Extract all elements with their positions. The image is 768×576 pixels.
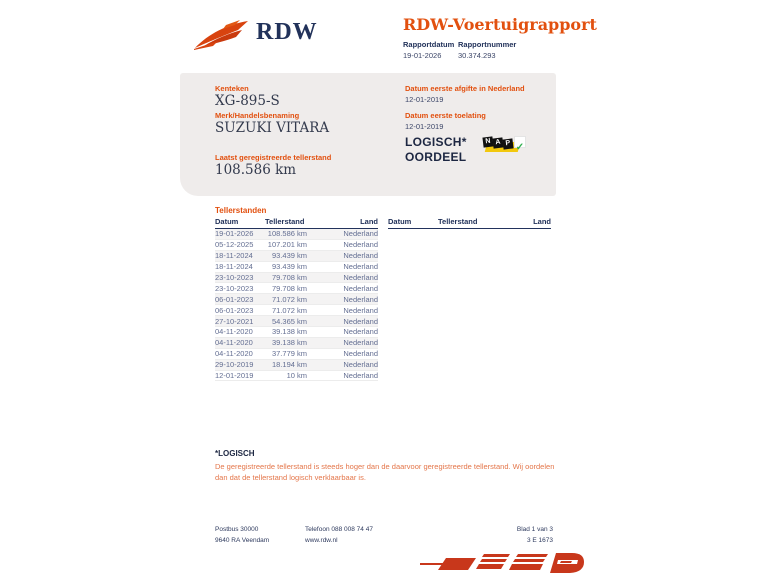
table-cell: Nederland: [343, 229, 378, 239]
footer-phone: Telefoon 088 008 74 47: [305, 526, 373, 533]
table-cell: 06-01-2023: [215, 305, 254, 315]
table-cell: 71.072 km: [271, 294, 307, 304]
table-row: [215, 360, 378, 371]
odometer-table-header-right: [388, 217, 551, 229]
first-admission-label: Datum eerste toelating: [405, 111, 486, 120]
table-row: [215, 294, 378, 305]
table-cell: 04-11-2020: [215, 327, 253, 337]
table-cell: 27-10-2021: [215, 316, 254, 326]
nap-check-icon: ✓: [514, 136, 526, 148]
header-tellerstand-right: Tellerstand: [438, 217, 478, 226]
table-row: [215, 327, 378, 338]
report-title: RDW-Voertuigrapport: [403, 15, 597, 34]
table-cell: 18-11-2024: [215, 262, 253, 272]
nap-letter-a: A: [492, 137, 503, 148]
table-cell: 12-01-2019: [215, 371, 254, 381]
table-cell: Nederland: [343, 349, 378, 359]
footer-meta: [458, 524, 553, 546]
license-plate-label: Kenteken: [215, 84, 249, 93]
footer-address: [215, 524, 269, 546]
note-title: *LOGISCH: [215, 449, 255, 458]
table-cell: 05-12-2025: [215, 240, 254, 250]
table-row: [215, 338, 378, 349]
first-issue-nl-label: Datum eerste afgifte in Nederland: [405, 84, 525, 93]
table-cell: 29-10-2019: [215, 360, 254, 370]
table-cell: 19-01-2026: [215, 229, 254, 239]
table-cell: 107.201 km: [267, 240, 307, 250]
table-cell: Nederland: [343, 294, 378, 304]
table-cell: Nederland: [343, 283, 378, 293]
odometer-table-body: [215, 229, 378, 381]
table-cell: Nederland: [343, 360, 378, 370]
table-row: [215, 305, 378, 316]
table-cell: Nederland: [343, 316, 378, 326]
report-date-label: Rapportdatum: [403, 40, 455, 49]
table-cell: Nederland: [343, 338, 378, 348]
table-row: [215, 316, 378, 327]
nap-logo: [483, 136, 527, 153]
brand-wordmark: RDW: [256, 19, 318, 45]
note-asterisk: *: [215, 449, 219, 458]
table-cell: Nederland: [343, 262, 378, 272]
table-cell: 93.439 km: [271, 262, 307, 272]
table-row: [215, 240, 378, 251]
footer-address-line2: 9640 RA Veendam: [215, 537, 270, 544]
nap-letter-n: N: [482, 136, 493, 147]
header-datum: Datum: [215, 217, 239, 226]
table-cell: Nederland: [343, 305, 378, 315]
table-cell: 39.138 km: [271, 327, 307, 337]
table-cell: 04-11-2020: [215, 338, 253, 348]
last-odometer-label: Laatst geregistreerde tellerstand: [215, 153, 332, 162]
verdict-line2: OORDEEL: [405, 150, 467, 164]
odometer-table-title: Tellerstanden: [215, 206, 267, 215]
table-row: [215, 283, 378, 294]
header-datum-right: Datum: [388, 217, 412, 226]
table-row: [215, 371, 378, 382]
report-number-label: Rapportnummer: [458, 40, 517, 49]
table-row: [215, 349, 378, 360]
table-cell: 39.138 km: [271, 338, 307, 348]
table-cell: 37.779 km: [271, 349, 307, 359]
footer-contact: [305, 524, 373, 546]
table-cell: Nederland: [343, 273, 378, 282]
make-model-value: SUZUKI VITARA: [215, 120, 330, 136]
table-row: [215, 229, 378, 240]
table-cell: Nederland: [343, 371, 378, 381]
table-cell: Nederland: [343, 251, 378, 261]
footer-doc-code: 3 E 1673: [526, 537, 553, 544]
table-cell: 71.072 km: [271, 305, 307, 315]
table-cell: 108.586 km: [267, 229, 307, 239]
odometer-table-header: [215, 217, 378, 229]
header-tellerstand: Tellerstand: [265, 217, 305, 226]
table-cell: 79.708 km: [271, 283, 307, 293]
table-cell: 04-11-2020: [215, 349, 253, 359]
table-cell: 10 km: [286, 371, 307, 381]
table-cell: 23-10-2023: [215, 283, 254, 293]
table-row: [215, 273, 378, 284]
report-number-value: 30.374.293: [458, 51, 496, 60]
rdw-flag-logo-icon: [192, 16, 252, 54]
table-cell: 06-01-2023: [215, 294, 254, 304]
nap-letter-p: P: [502, 138, 513, 149]
table-cell: 18.194 km: [271, 360, 307, 370]
last-odometer-value: 108.586 km: [215, 162, 297, 178]
table-cell: 23-10-2023: [215, 273, 254, 282]
verdict-line1: LOGISCH*: [405, 135, 467, 149]
table-row: [215, 251, 378, 262]
footer-address-line1: Postbus 30000: [215, 526, 259, 533]
table-cell: 93.439 km: [271, 251, 307, 261]
report-date-value: 19-01-2026: [403, 51, 442, 60]
note-body: De geregistreerde tellerstand is steeds hoger dan de daarvoor geregistreerde tellerstand. Wij oordelen dan dat de tellerstand logisch verklaarbaar is.: [215, 462, 555, 482]
table-cell: 79.708 km: [271, 273, 307, 282]
table-cell: Nederland: [343, 327, 378, 337]
first-issue-nl-value: 12-01-2019: [405, 95, 444, 104]
odometer-table-left: [215, 217, 378, 381]
decorative-flag-graphic-icon: [420, 548, 585, 576]
footer-page-indicator: Blad 1 van 3: [516, 526, 553, 533]
table-row: [215, 262, 378, 273]
table-cell: 18-11-2024: [215, 251, 253, 261]
license-plate-value: XG-895-S: [215, 93, 280, 109]
header-land: Land: [360, 217, 378, 226]
table-cell: 54.365 km: [271, 316, 307, 326]
footer-website: www.rdw.nl: [305, 537, 338, 544]
first-admission-value: 12-01-2019: [405, 122, 444, 131]
odometer-table-right: [388, 217, 551, 229]
make-model-label: Merk/Handelsbenaming: [215, 111, 300, 120]
table-cell: Nederland: [343, 240, 378, 250]
header-land-right: Land: [533, 217, 551, 226]
